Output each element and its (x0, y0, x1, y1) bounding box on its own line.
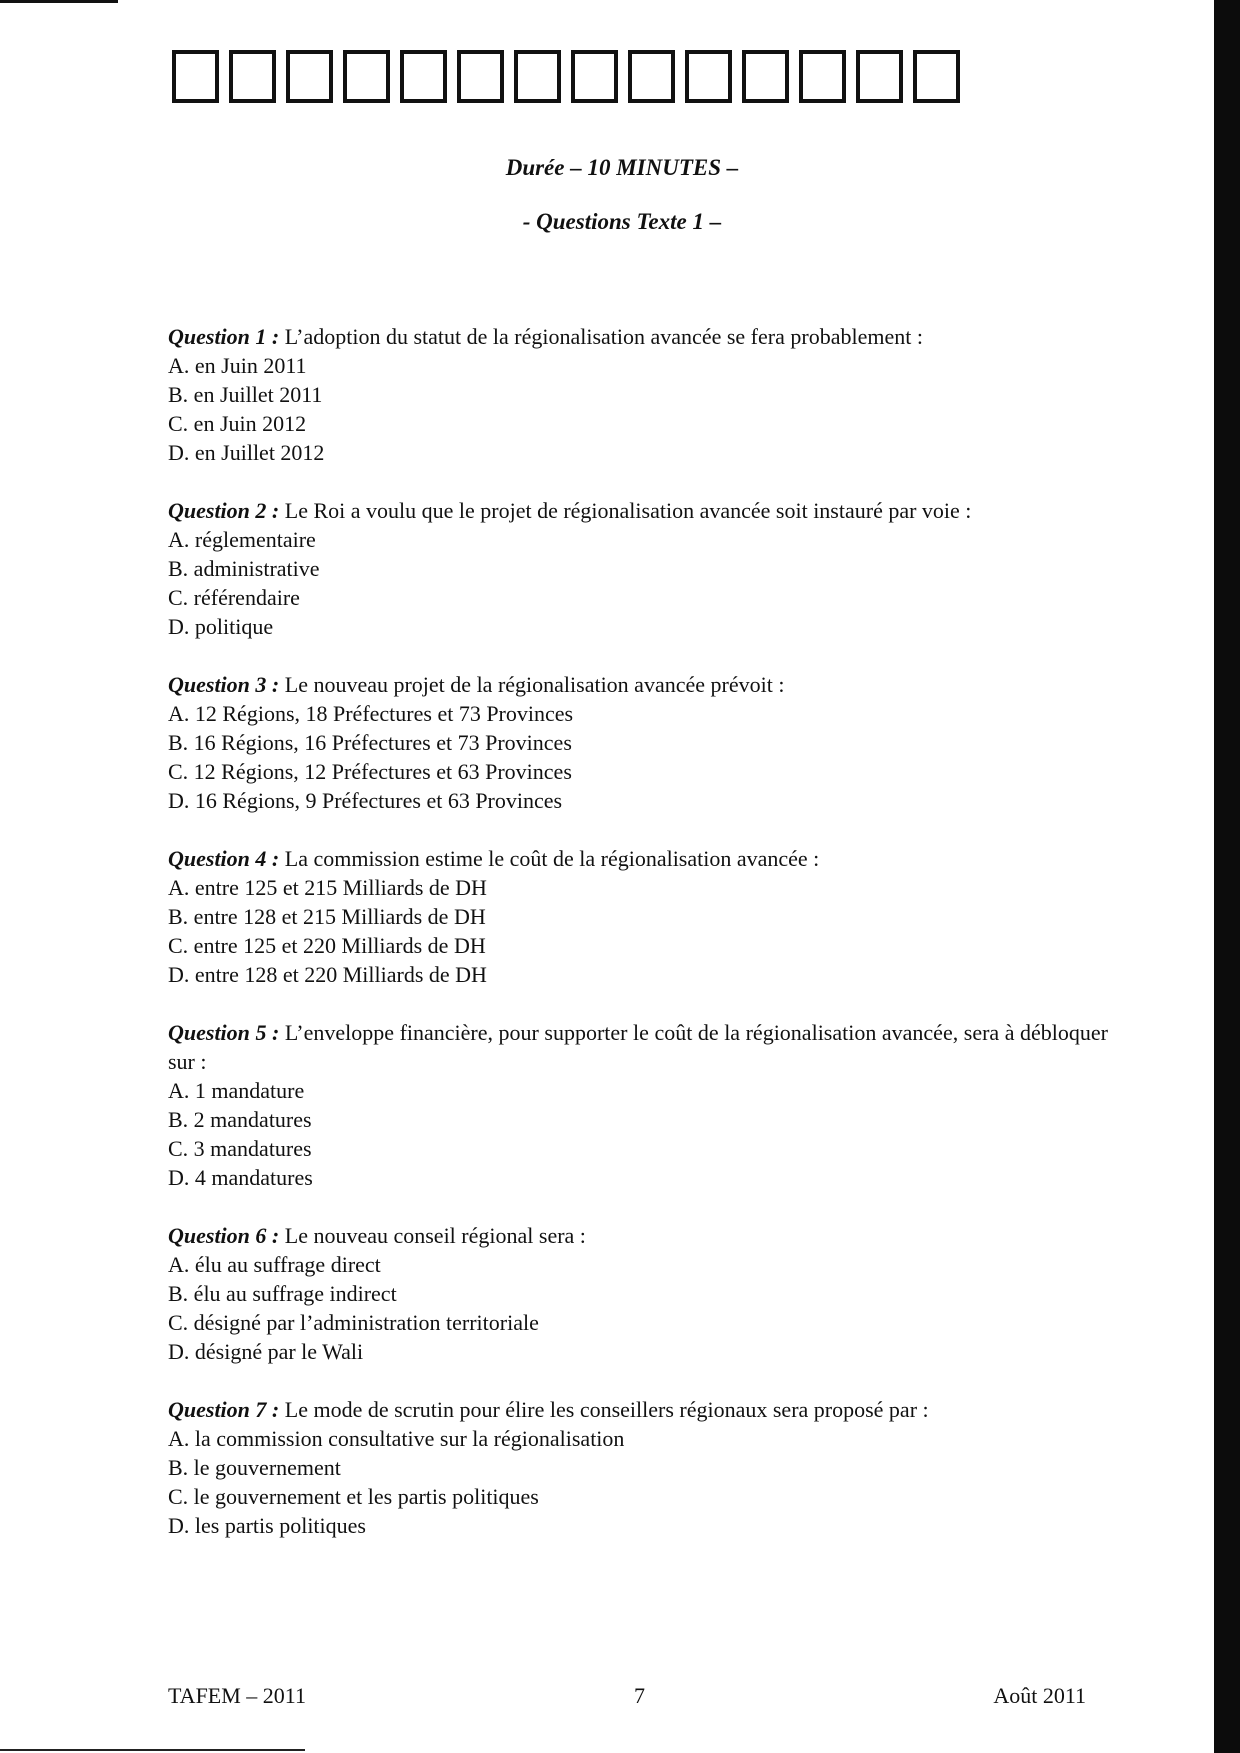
question-prompt: Le nouveau conseil régional sera : (284, 1223, 586, 1248)
question-text (168, 1221, 1108, 1250)
question-label: Question 5 : (168, 1020, 280, 1045)
answer-option: A. entre 125 et 215 Milliards de DH (168, 875, 487, 900)
scan-mark (0, 1749, 305, 1751)
footer-exam-name: TAFEM – 2011 (168, 1683, 306, 1708)
answer-option: A. élu au suffrage direct (168, 1252, 381, 1277)
answer-option: D. désigné par le Wali (168, 1339, 364, 1364)
answer-option: D. entre 128 et 220 Milliards de DH (168, 962, 487, 987)
answer-option: A. la commission consultative sur la régionalisation (168, 1426, 625, 1451)
id-digit-box[interactable] (571, 50, 618, 103)
question-label: Question 4 : (168, 846, 280, 871)
question-label: Question 3 : (168, 672, 280, 697)
answer-option: A. 1 mandature (168, 1078, 305, 1103)
question-prompt: Le mode de scrutin pour élire les conseillers régionaux sera proposé par : (284, 1397, 929, 1422)
id-digit-box[interactable] (229, 50, 276, 103)
answer-option: C. en Juin 2012 (168, 411, 307, 436)
answer-option: D. 4 mandatures (168, 1165, 313, 1190)
question-label: Question 7 : (168, 1397, 280, 1422)
question-text (168, 844, 1108, 873)
question-block (168, 1221, 1108, 1366)
question-prompt: L’enveloppe financière, pour supporter le coût de la régionalisation avancée, sera à débloquer sur : (168, 1020, 1108, 1074)
answer-option: B. administrative (168, 556, 320, 581)
answer-option: A. réglementaire (168, 527, 316, 552)
question-prompt: L’adoption du statut de la régionalisation avancée se fera probablement : (284, 324, 923, 349)
candidate-id-boxes (172, 50, 960, 103)
footer-page-number: 7 (634, 1683, 645, 1708)
question-text (168, 496, 1108, 525)
id-digit-box[interactable] (514, 50, 561, 103)
id-digit-box[interactable] (628, 50, 675, 103)
scan-mark (0, 0, 118, 3)
question-block (168, 322, 1108, 467)
id-digit-box[interactable] (742, 50, 789, 103)
id-digit-box[interactable] (400, 50, 447, 103)
answer-option: B. 16 Régions, 16 Préfectures et 73 Provinces (168, 730, 572, 755)
answer-option: C. entre 125 et 220 Milliards de DH (168, 933, 486, 958)
id-digit-box[interactable] (172, 50, 219, 103)
duration-title: Durée – 10 MINUTES – (505, 155, 739, 180)
id-digit-box[interactable] (286, 50, 333, 103)
answer-option: C. 3 mandatures (168, 1136, 312, 1161)
id-digit-box[interactable] (343, 50, 390, 103)
answer-option: C. 12 Régions, 12 Préfectures et 63 Provinces (168, 759, 572, 784)
answer-option: A. en Juin 2011 (168, 353, 307, 378)
question-prompt: La commission estime le coût de la régionalisation avancée : (284, 846, 820, 871)
answer-option: C. le gouvernement et les partis politiques (168, 1484, 539, 1509)
answer-option: A. 12 Régions, 18 Préfectures et 73 Provinces (168, 701, 574, 726)
question-block (168, 1018, 1108, 1192)
section-title: - Questions Texte 1 – (522, 209, 722, 234)
question-label: Question 1 : (168, 324, 280, 349)
answer-option: D. politique (168, 614, 274, 639)
id-digit-box[interactable] (457, 50, 504, 103)
question-prompt: Le nouveau projet de la régionalisation avancée prévoit : (284, 672, 785, 697)
id-digit-box[interactable] (799, 50, 846, 103)
question-list (168, 322, 1108, 1569)
question-label: Question 2 : (168, 498, 280, 523)
id-digit-box[interactable] (856, 50, 903, 103)
answer-option: C. désigné par l’administration territoriale (168, 1310, 539, 1335)
footer-date: Août 2011 (993, 1683, 1086, 1708)
question-prompt: Le Roi a voulu que le projet de régionalisation avancée soit instauré par voie : (284, 498, 972, 523)
question-block (168, 1395, 1108, 1540)
answer-option: B. en Juillet 2011 (168, 382, 323, 407)
question-text (168, 670, 1108, 699)
question-text (168, 1395, 1108, 1424)
answer-option: D. 16 Régions, 9 Préfectures et 63 Provinces (168, 788, 563, 813)
answer-option: B. 2 mandatures (168, 1107, 312, 1132)
question-text (168, 1018, 1108, 1076)
id-digit-box[interactable] (913, 50, 960, 103)
question-text (168, 322, 1108, 351)
answer-option: B. élu au suffrage indirect (168, 1281, 397, 1306)
answer-option: D. les partis politiques (168, 1513, 366, 1538)
answer-option: C. référendaire (168, 585, 300, 610)
answer-option: B. entre 128 et 215 Milliards de DH (168, 904, 486, 929)
question-block (168, 496, 1108, 641)
question-label: Question 6 : (168, 1223, 280, 1248)
question-block (168, 670, 1108, 815)
id-digit-box[interactable] (685, 50, 732, 103)
scan-edge (1214, 0, 1240, 1753)
question-block (168, 844, 1108, 989)
answer-option: B. le gouvernement (168, 1455, 341, 1480)
answer-option: D. en Juillet 2012 (168, 440, 325, 465)
